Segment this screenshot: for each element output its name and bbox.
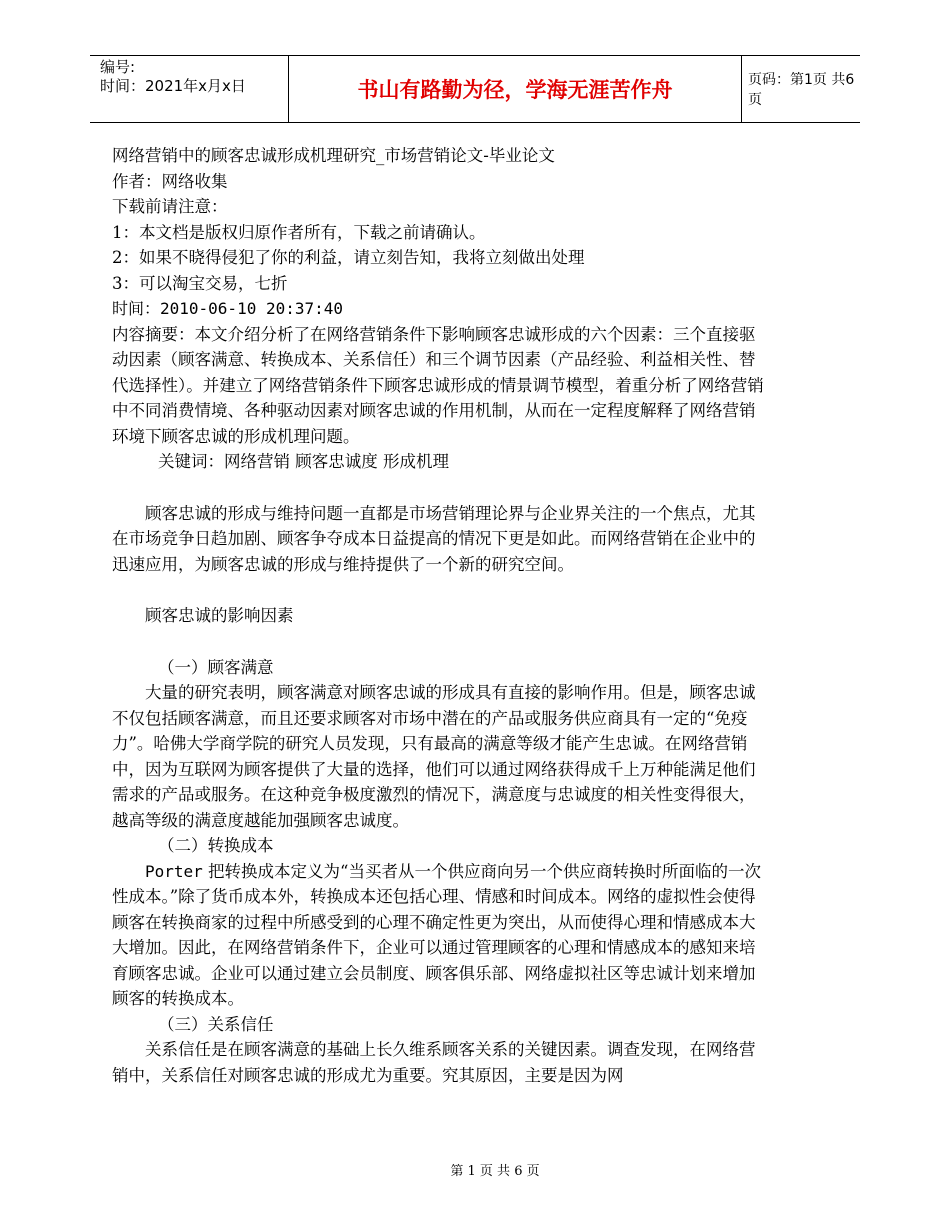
subsection-1-paragraph: 大量的研究表明，顾客满意对顾客忠诚的形成具有直接的影响作用。但是，顾客忠诚不仅包括顾客满意，而且还要求顾客对市场中潜在的产品或服务供应商具有一定的“免疫力”。哈佛大学商学院的研究人员发现，只有最高的满意等级才能产生忠诚。在网络营销中，因为互联网为顾客提供了大量的选择，他们可以通过网络获得成千上万种能满足他们需求的产品或服务。在这种竞争极度激烈的情况下，满意度与忠诚度的相关性变得很大，越高等级的满意度越能加强顾客忠诚度。 xyxy=(112,683,756,830)
keywords: 关键词：网络营销 顾客忠诚度 形成机理 xyxy=(158,452,449,471)
header-page-cell xyxy=(740,56,860,122)
subsection-3-title: （三）关系信任 xyxy=(158,1014,274,1034)
notice-heading: 下载前请注意： xyxy=(112,197,228,216)
page-header xyxy=(90,55,860,123)
doc-date-label: 时间：2021年x月x日 xyxy=(100,77,246,95)
spacer xyxy=(112,577,768,603)
header-motto-cell xyxy=(288,56,742,122)
abstract: 内容摘要：本文介绍分析了在网络营销条件下影响顾客忠诚形成的六个因素：三个直接驱动因素（顾客满意、转换成本、关系信任）和三个调节因素（产品经验、利益相关性、替代选择性）。并建立了网络营销条件下顾客忠诚形成的情景调节模型，着重分析了网络营销中不同消费情境、各种驱动因素对顾客忠诚的作用机制，从而在一定程度解释了网络营销环境下顾客忠诚的形成机理问题。 xyxy=(112,324,764,446)
subsection-3-paragraph: 关系信任是在顾客满意的基础上长久维系顾客关系的关键因素。调查发现，在网络营销中，关系信任对顾客忠诚的形成尤为重要。究其原因，主要是因为网 xyxy=(112,1040,756,1085)
doc-number-label: 编号: xyxy=(100,58,136,76)
document-body xyxy=(112,143,768,1088)
notice-item-3: 3：可以淘宝交易，七折 xyxy=(112,273,288,293)
subsection-2-text: 把转换成本定义为“当买者从一个供应商向另一个供应商转换时所面临的一次性成本。”除了货币成本外，转换成本还包括心理、情感和时间成本。网络的虚拟性会使得顾客在转换商家的过程中所感受到的心理不确定性更为突出，从而使得心理和情感成本大大增加。因此，在网络营销条件下，企业可以通过管理顾客的心理和情感成本的感知来培育顾客忠诚。企业可以通过建立会员制度、顾客俱乐部、网络虚拟社区等忠诚计划来增加顾客的转换成本。 xyxy=(112,861,761,1008)
notice-item-1: 1：本文档是版权归原作者所有，下载之前请确认。 xyxy=(112,222,486,242)
subsection-2-title: （二）转换成本 xyxy=(158,836,274,855)
header-page-label: 页码：第1页 共6页 xyxy=(748,72,855,108)
doc-title: 网络营销中的顾客忠诚形成机理研究_市场营销论文-毕业论文 xyxy=(112,146,555,165)
intro-paragraph: 顾客忠诚的形成与维持问题一直都是市场营销理论界与企业界关注的一个焦点，尤其在市场竞争日趋加剧、顾客争夺成本日益提高的情况下更是如此。而网络营销在企业中的迅速应用，为顾客忠诚的形成与维持提供了一个新的研究空间。 xyxy=(112,503,756,574)
subsection-2-paragraph xyxy=(112,859,768,1012)
notice-item-2: 2：如果不晓得侵犯了你的利益，请立刻告知，我将立刻做出处理 xyxy=(112,248,585,267)
doc-time: 时间：2010-06-10 20:37:40 xyxy=(112,299,344,318)
doc-author: 作者：网络收集 xyxy=(112,171,228,191)
subsection-1-title: （一）顾客满意 xyxy=(158,657,274,677)
header-meta xyxy=(90,56,288,122)
section-title: 顾客忠诚的影响因素 xyxy=(145,606,294,625)
porter-name: Porter xyxy=(145,861,203,881)
spacer xyxy=(112,475,768,501)
spacer xyxy=(112,629,768,655)
page-footer: 第 1 页 共 6 页 xyxy=(450,1164,540,1179)
header-motto: 书山有路勤为径，学海无涯苦作舟 xyxy=(357,78,673,102)
